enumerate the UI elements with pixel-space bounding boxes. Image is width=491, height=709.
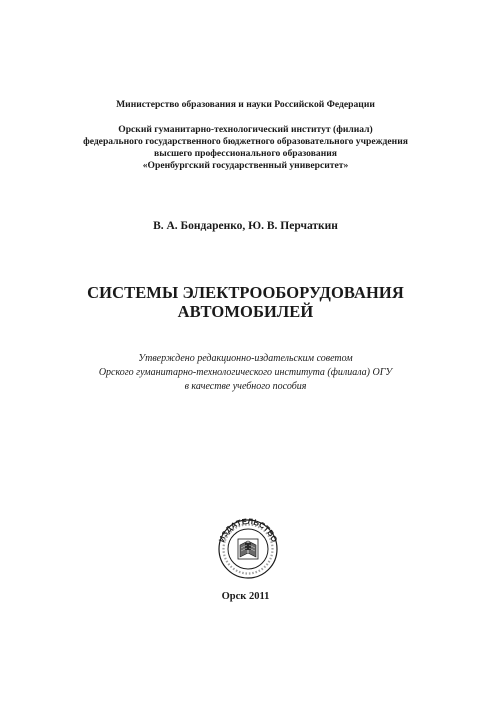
- publisher-logo-label: ИЗДАТЕЛЬСТВО: [217, 518, 279, 544]
- institute-line-2: федерального государственного бюджетного образовательного учреждения: [83, 136, 408, 147]
- publisher-emblem-icon: [217, 518, 279, 580]
- approval-line-2: Орского гуманитарно-технологического института (филиала) ОГУ: [98, 367, 393, 378]
- institute-line-4: «Оренбургский государственный университет»: [142, 160, 349, 171]
- imprint: Орск 2011: [221, 591, 270, 602]
- title-line-2: АВТОМОБИЛЕЙ: [177, 302, 314, 321]
- institute-line-1: Орский гуманитарно-технологический институт (филиал): [118, 124, 373, 135]
- institute-line-3: высшего профессионального образования: [154, 148, 337, 159]
- approval-line-1: Утверждено редакционно-издательским советом: [138, 353, 353, 364]
- approval-line-3: в качестве учебного пособия: [184, 381, 307, 392]
- title-line-1: СИСТЕМЫ ЭЛЕКТРООБОРУДОВАНИЯ: [87, 283, 404, 302]
- ministry-line: Министерство образования и науки Российской Федерации: [116, 99, 375, 110]
- authors: В. А. Бондаренко, Ю. В. Перчаткин: [153, 220, 338, 232]
